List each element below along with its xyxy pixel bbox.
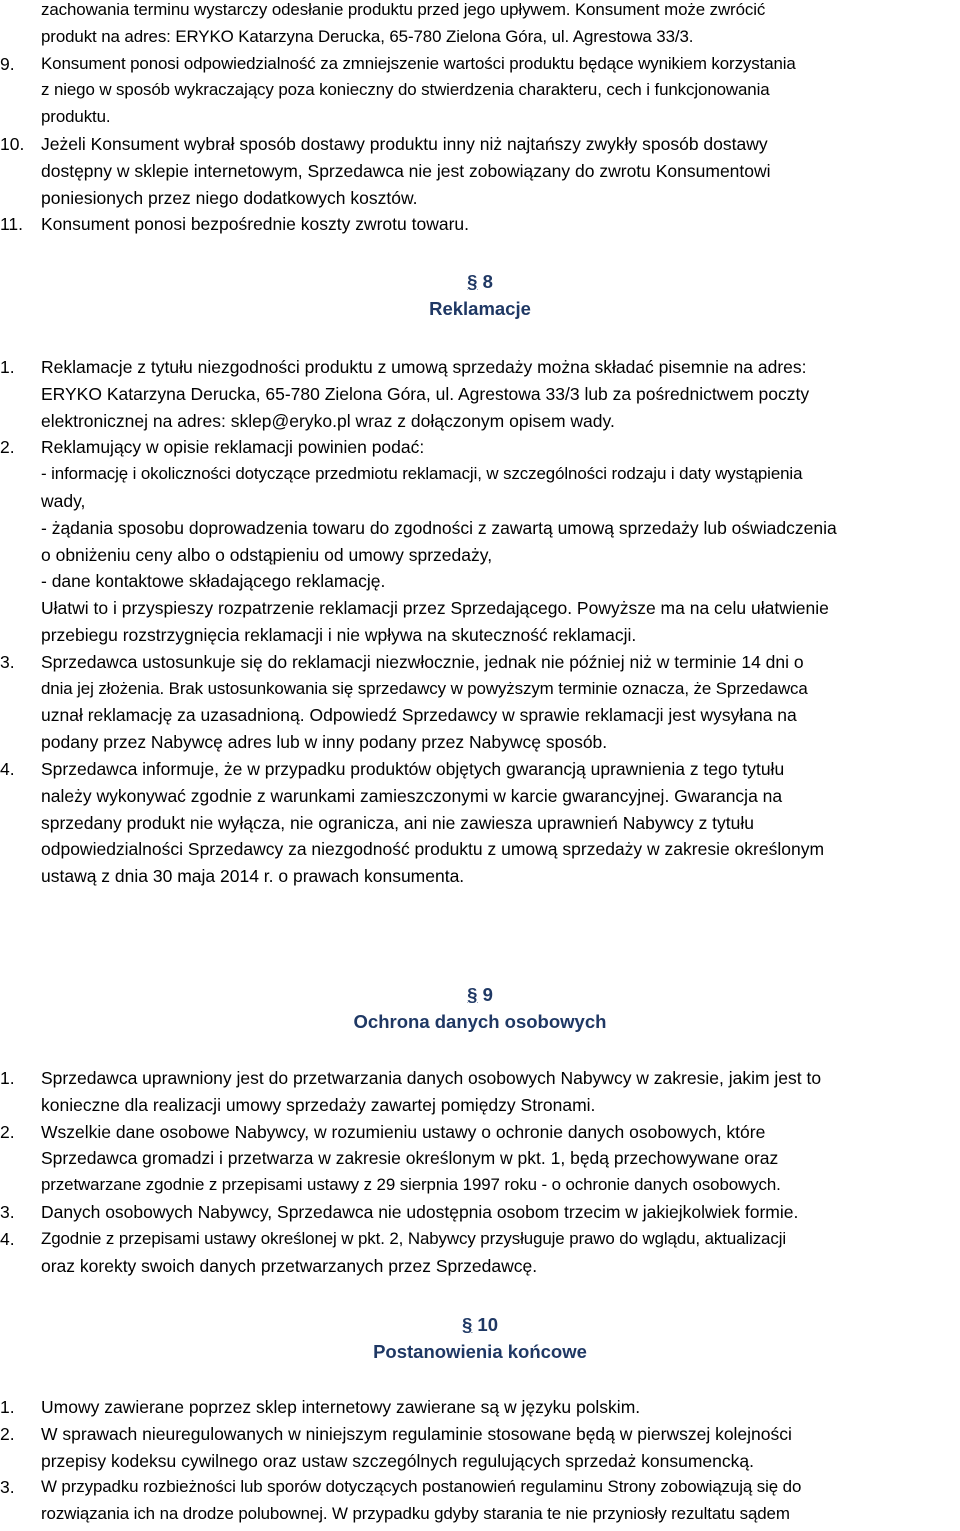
list-item (0, 354, 960, 434)
item-line: W przypadku rozbieżności lub sporów dotyczących postanowień regulaminu Strony zobowiązują się do (41, 1477, 802, 1497)
item-number: 1. (0, 1397, 15, 1417)
item-line: Danych osobowych Nabywcy, Sprzedawca nie udostępnia osobom trzecim w jakiejkolwiek formie. (41, 1201, 799, 1222)
item-line: produktu. (41, 107, 111, 127)
item-line: dnia jej złożenia. Brak ustosunkowania się sprzedawcy w powyższym terminie oznacza, że Sprzedawca (41, 678, 808, 698)
item-number: 1. (0, 1068, 15, 1088)
list-item (0, 211, 960, 238)
item-line: uznał reklamację za uzasadnioną. Odpowiedź Sprzedawcy w sprawie reklamacji jest wysyłana na (41, 705, 797, 726)
item-line: sprzedany produkt nie wyłącza, nie ogranicza, ani nie zawiesza uprawnień Nabywcy z tytułu (41, 812, 755, 833)
list-item (0, 51, 960, 131)
item-line: Sprzedawca gromadzi i przetwarza w zakresie określonym w pkt. 1, będą przechowywane oraz (41, 1148, 779, 1169)
item-number: 4. (0, 1228, 15, 1249)
section-number: 8 (482, 271, 493, 292)
list-item (0, 1226, 960, 1280)
list-item (0, 756, 960, 890)
item-line: Jeżeli Konsument wybrał sposób dostawy produktu inny niż najtańszy zwykły sposób dostawy (41, 133, 768, 154)
item-line: rozwiązania ich na drodze polubownej. W przypadku gdyby starania te nie przyniosły rezultatu sądem (41, 1504, 790, 1524)
section-9-title: Ochrona danych osobowych (353, 1011, 607, 1032)
item-line: Reklamujący w opisie reklamacji powinien podać: (41, 437, 425, 458)
item-line: konieczne dla realizacji umowy sprzedaży zawartej pomiędzy Stronami. (41, 1094, 596, 1115)
item-line: przebiegu rozstrzygnięcia reklamacji i nie wpływa na skuteczność reklamacji. (41, 624, 637, 645)
section-8-heading (0, 268, 960, 322)
list-item (0, 1474, 960, 1528)
section-8-items (0, 354, 960, 890)
item-line: poniesionych przez niego dodatkowych kosztów. (41, 187, 418, 208)
list-item (0, 1119, 960, 1199)
top-items (0, 0, 960, 238)
item-line: Umowy zawierane poprzez sklep internetowy zawierane są w języku polskim. (41, 1397, 641, 1417)
item-number: 3. (0, 651, 15, 672)
section-9-items (0, 1065, 960, 1279)
item-line: - dane kontaktowe składającego reklamację. (41, 571, 386, 592)
item-number: 11. (0, 214, 24, 235)
item-line: podany przez Nabywcę adres lub w inny podany przez Nabywcę sposób. (41, 732, 608, 753)
item-number: 3. (0, 1477, 15, 1498)
list-item (0, 1065, 960, 1119)
section-number: 9 (482, 984, 493, 1005)
item-line: - żądania sposobu doprowadzenia towaru do zgodności z zawartą umową sprzedaży lub oświadczenia (41, 517, 837, 538)
item-number: 2. (0, 1121, 15, 1142)
item-line: - informację i okoliczności dotyczące przedmiotu reklamacji, w szczególności rodzaju i daty wystąpienia (41, 464, 803, 484)
item-line: o obniżeniu ceny albo o odstąpieniu od umowy sprzedaży, (41, 544, 493, 565)
item-line: z niego w sposób wykraczający poza konieczny do stwierdzenia charakteru, cech i funkcjonowania (41, 80, 770, 100)
list-item (0, 1421, 960, 1475)
item-line: przepisy kodeksu cywilnego oraz ustaw szczególnych regulujących sprzedaż konsumencką. (41, 1450, 754, 1471)
item-line: Konsument ponosi odpowiedzialność za zmniejszenie wartości produktu będące wynikiem korzystania (41, 53, 796, 73)
section-9-heading (0, 981, 960, 1035)
item-line: ustawą z dnia 30 maja 2014 r. o prawach konsumenta. (41, 866, 465, 887)
item-line: oraz korekty swoich danych przetwarzanych przez Sprzedawcę. (41, 1255, 538, 1276)
item-number: 4. (0, 758, 15, 779)
item-line: odpowiedzialności Sprzedawcy za niezgodność produktu z umową sprzedaży w zakresie określonym (41, 839, 825, 860)
item-line: ERYKO Katarzyna Derucka, 65-780 Zielona Góra, ul. Agrestowa 33/3 lub za pośrednictwem poczty (41, 383, 810, 404)
item-line: Sprzedawca uprawniony jest do przetwarzania danych osobowych Nabywcy w zakresie, jakim jest to (41, 1068, 822, 1088)
item-line: Zgodnie z przepisami ustawy określonej w pkt. 2, Nabywcy przysługuje prawo do wglądu, aktualizacji (41, 1228, 787, 1248)
item-line: elektronicznej na adres: sklep@eryko.pl wraz z dołączonym opisem wady. (41, 410, 615, 431)
item-line: wady, (41, 490, 86, 511)
item-line: W sprawach nieuregulowanych w niniejszym regulaminie stosowane będą w pierwszej kolejności (41, 1423, 792, 1444)
section-sign: § (461, 1314, 473, 1335)
item-line: Reklamacje z tytułu niezgodności produktu z umową sprzedaży można składać pisemnie na adres: (41, 357, 807, 377)
item-line: dostępny w sklepie internetowym, Sprzedawca nie jest zobowiązany do zwrotu Konsumentowi (41, 160, 771, 181)
section-10-heading (0, 1311, 960, 1365)
section-10-number (0, 1311, 960, 1338)
section-number: 10 (477, 1314, 498, 1335)
item-line: produkt na adres: ERYKO Katarzyna Derucka, 65-780 Zielona Góra, ul. Agrestowa 33/3. (41, 26, 694, 46)
list-item (0, 1394, 960, 1421)
section-9-number (0, 981, 960, 1008)
list-item (0, 0, 960, 51)
section-sign: § (467, 984, 478, 1005)
item-line: zachowania terminu wystarczy odesłanie produktu przed jego upływem. Konsument może zwrócić (41, 0, 766, 19)
item-number: 9. (0, 53, 15, 74)
section-10-title: Postanowienia końcowe (373, 1341, 587, 1362)
item-number: 2. (0, 437, 15, 458)
section-sign: § (467, 271, 478, 292)
item-line: Konsument ponosi bezpośrednie koszty zwrotu towaru. (41, 214, 470, 235)
section-8-title: Reklamacje (429, 298, 531, 319)
section-10-items (0, 1394, 960, 1528)
list-item (0, 434, 960, 648)
list-item (0, 649, 960, 756)
item-line: przetwarzane zgodnie z przepisami ustawy z 29 sierpnia 1997 roku - o ochronie danych osobowych. (41, 1175, 781, 1195)
list-item (0, 1199, 960, 1226)
item-number: 10. (0, 133, 25, 154)
item-line: Wszelkie dane osobowe Nabywcy, w rozumieniu ustawy o ochronie danych osobowych, które (41, 1121, 766, 1142)
item-number: 3. (0, 1201, 15, 1222)
list-item (0, 131, 960, 211)
item-line: należy wykonywać zgodnie z warunkami zamieszczonymi w karcie gwarancyjnej. Gwarancja na (41, 785, 783, 806)
item-number: 1. (0, 357, 15, 377)
item-line: Sprzedawca ustosunkuje się do reklamacji niezwłocznie, jednak nie później niż w terminie 14 dni o (41, 651, 804, 672)
item-number: 2. (0, 1423, 15, 1444)
section-8-number (0, 268, 960, 295)
item-line: Sprzedawca informuje, że w przypadku produktów objętych gwarancją uprawnienia z tego tytułu (41, 758, 785, 779)
item-line: Ułatwi to i przyspieszy rozpatrzenie reklamacji przez Sprzedającego. Powyższe ma na celu ułatwienie (41, 598, 829, 619)
